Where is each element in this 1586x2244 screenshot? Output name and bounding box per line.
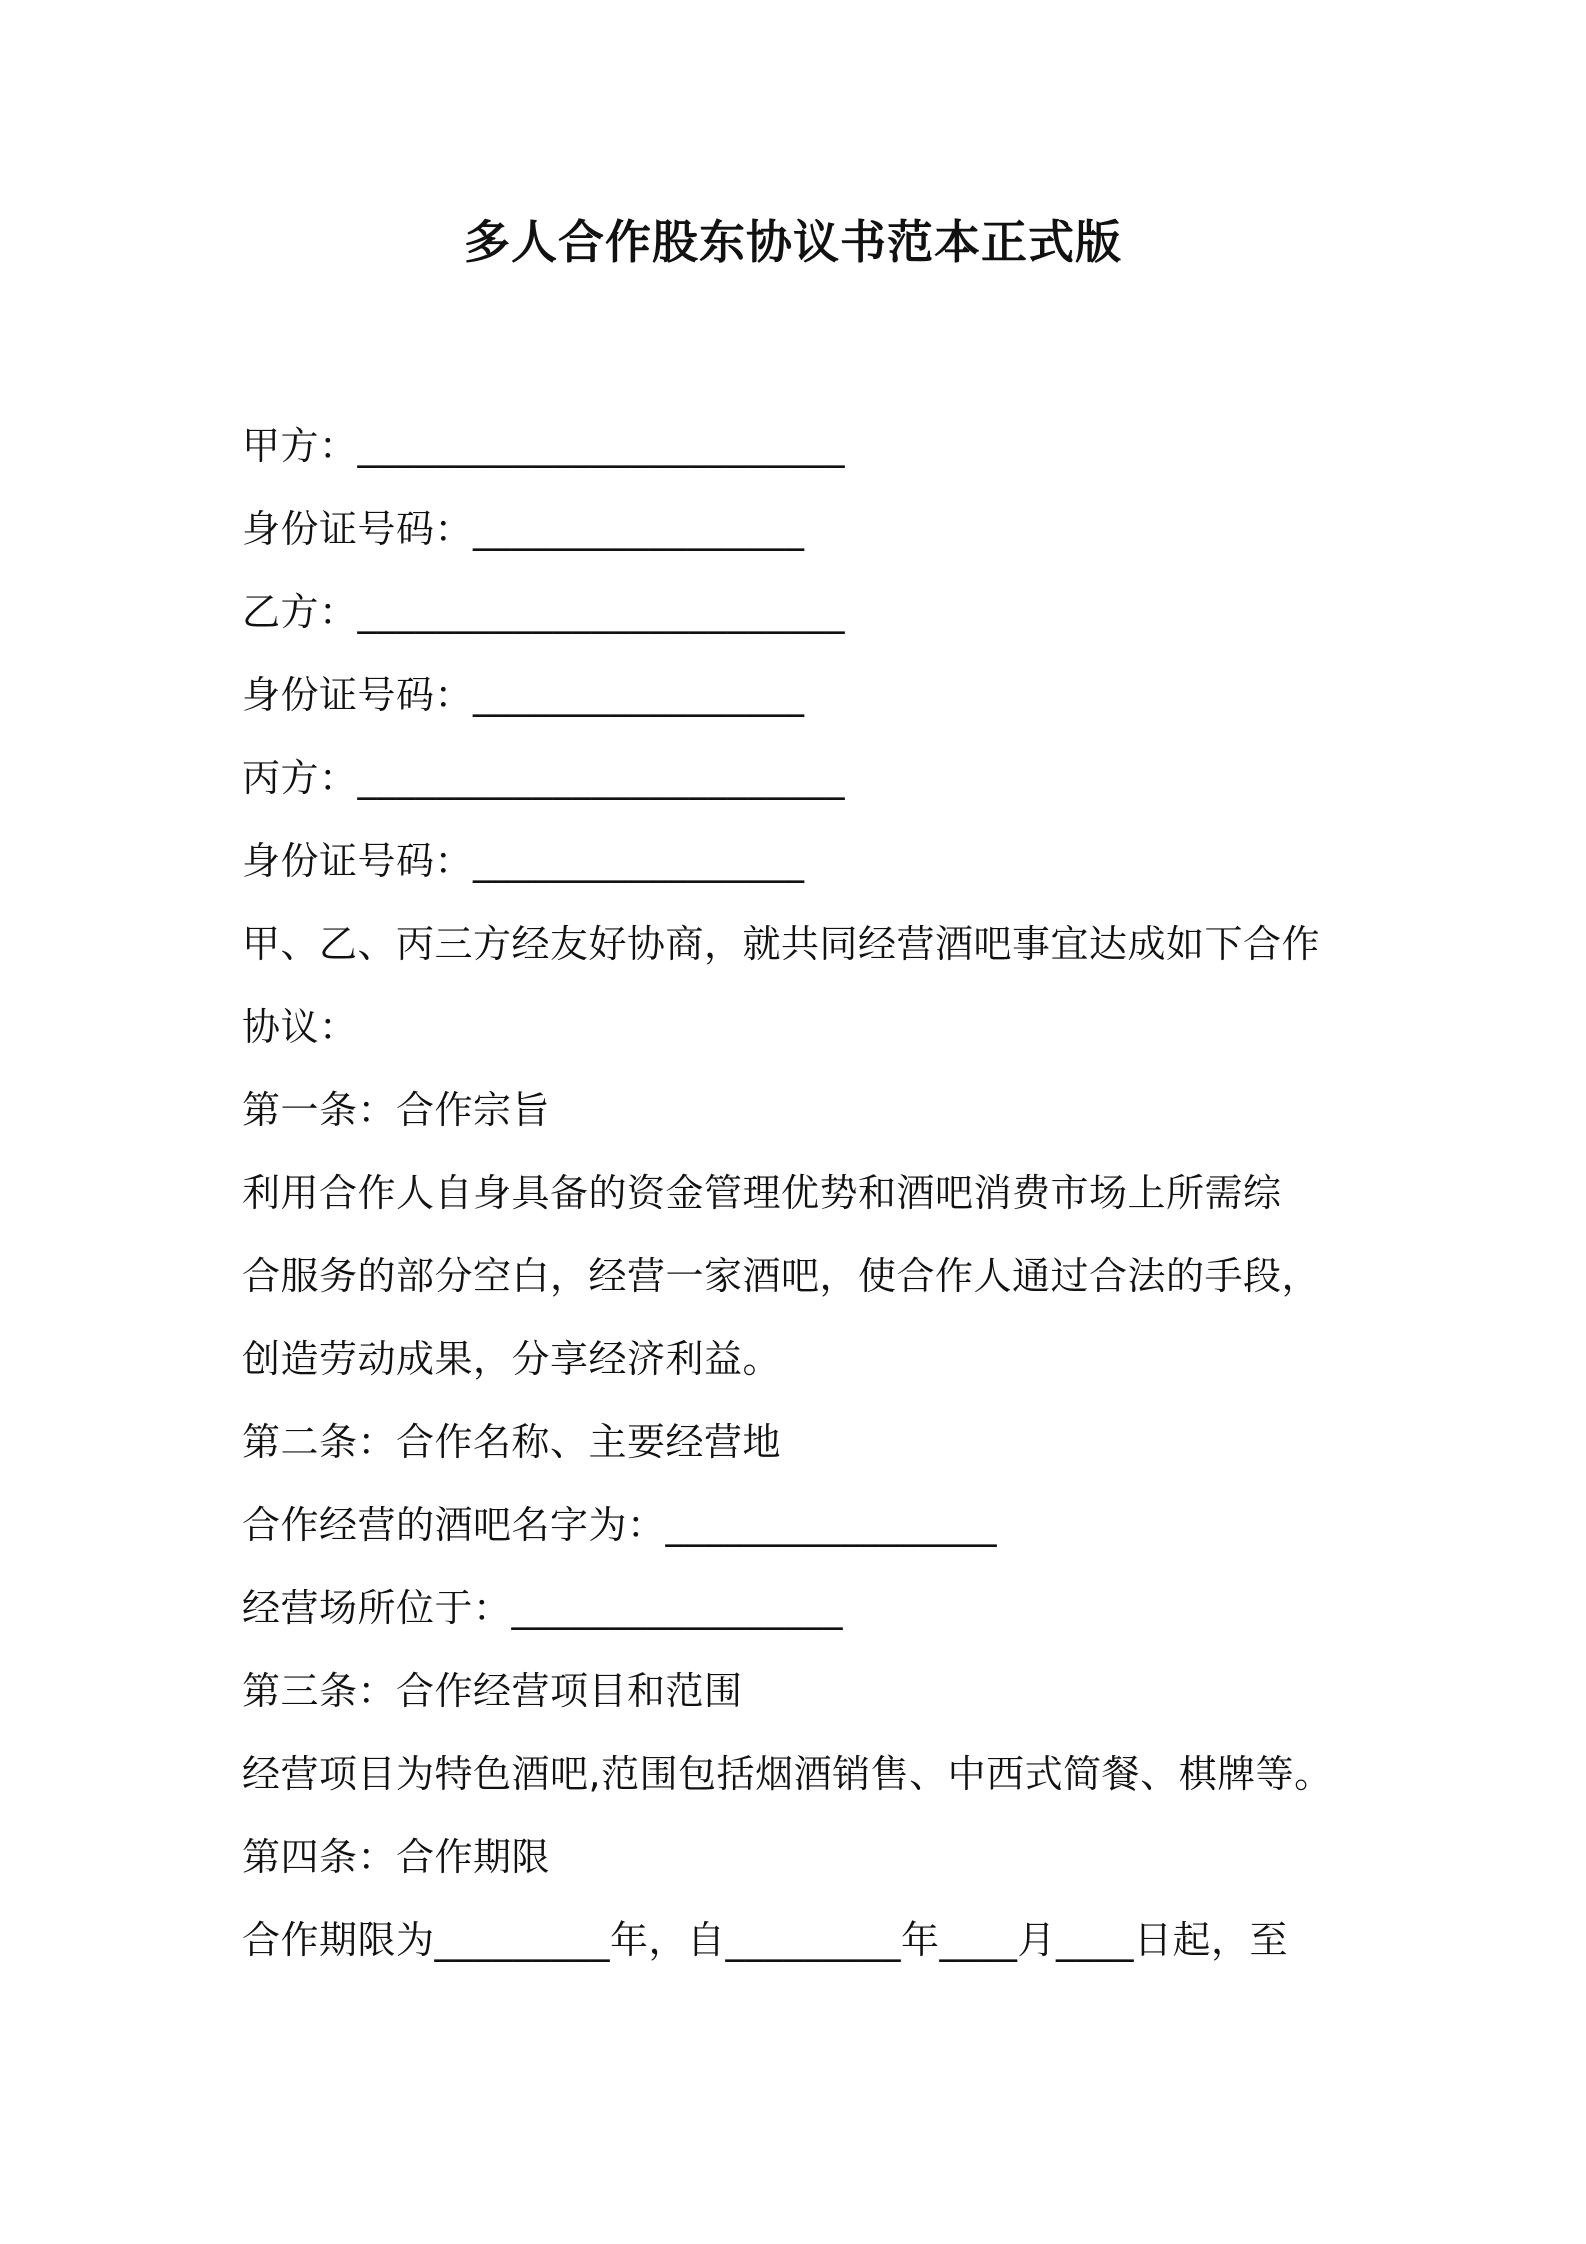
article-4-text: 合作期限为_________年，自_________年____月____日起，至	[242, 1918, 1289, 1962]
party-c-id-line: 身份证号码：_________________	[242, 839, 805, 883]
preamble-line-1: 甲、乙、丙三方经友好协商，就共同经营酒吧事宜达成如下合作	[242, 922, 1321, 966]
party-c-line: 丙方：_________________________	[242, 756, 846, 800]
party-b-id-line: 身份证号码：_________________	[242, 673, 805, 717]
article-2-heading: 第二条：合作名称、主要经营地	[242, 1420, 782, 1464]
bar-name-line: 合作经营的酒吧名字为：_________________	[242, 1503, 998, 1547]
document-title: 多人合作股东协议书范本正式版	[464, 215, 1122, 269]
party-b-line: 乙方：_________________________	[242, 590, 846, 634]
party-a-id-line: 身份证号码：_________________	[242, 507, 805, 551]
party-a-line: 甲方：_________________________	[242, 424, 846, 468]
article-4-heading: 第四条：合作期限	[242, 1835, 551, 1879]
article-1-text-1: 利用合作人自身具备的资金管理优势和酒吧消费市场上所需综	[242, 1171, 1282, 1215]
article-3-text: 经营项目为特色酒吧,范围包括烟酒销售、中西式简餐、棋牌等。	[242, 1752, 1333, 1796]
article-1-text-2: 合服务的部分空白，经营一家酒吧，使合作人通过合法的手段，	[242, 1254, 1321, 1298]
article-1-heading: 第一条：合作宗旨	[242, 1088, 551, 1132]
business-location-line: 经营场所位于：_________________	[242, 1586, 844, 1630]
article-3-heading: 第三条：合作经营项目和范围	[242, 1669, 743, 1713]
document-body	[242, 405, 1362, 1982]
article-1-text-3: 创造劳动成果，分享经济利益。	[242, 1337, 782, 1381]
preamble-line-2: 协议：	[242, 1005, 358, 1049]
